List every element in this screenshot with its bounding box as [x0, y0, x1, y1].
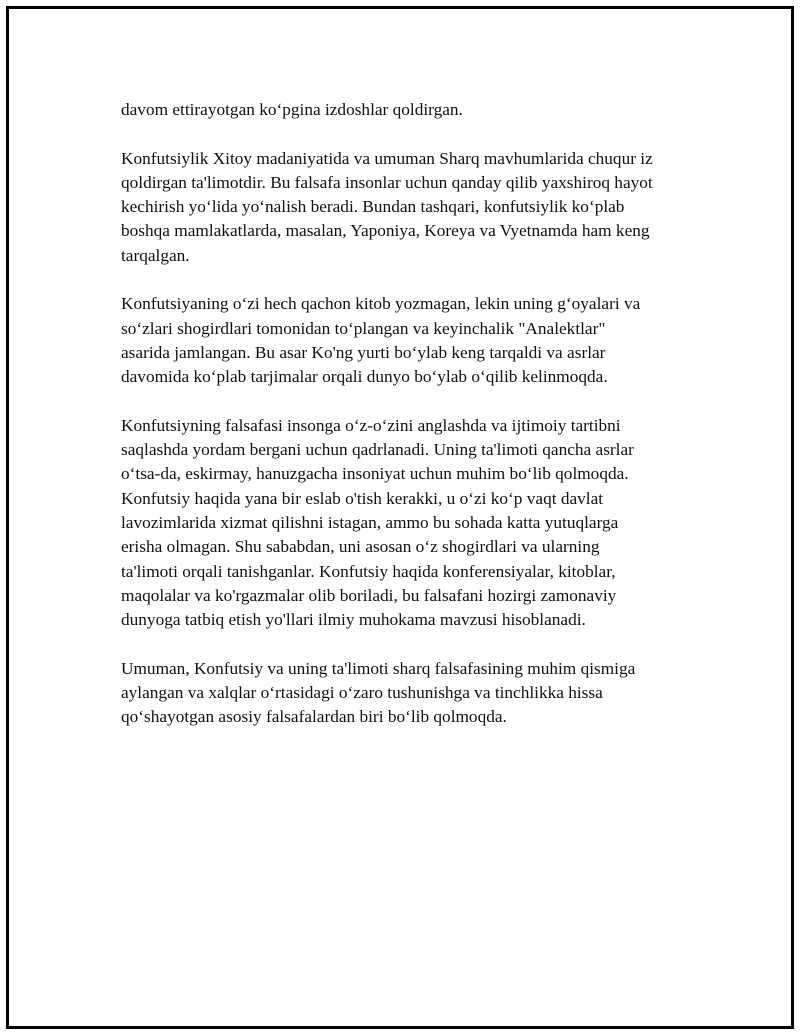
document-body: [121, 98, 701, 754]
paragraph-analects: Konfutsiyaning oʻzi hech qachon kitob yozmagan, lekin uning gʻoyalari va soʻzlari shogirdlari tomonidan toʻplangan va keyinchalik "Analektlar" asarida jamlangan. Bu asar Ko'ng yurti boʻylab keng tarqaldi va asrlar davomida koʻplab tarjimalar orqali dunyo boʻylab oʻqilib kelinmoqda.: [121, 294, 641, 387]
paragraph-continuation: davom ettirayotgan koʻpgina izdoshlar qoldirgan.: [121, 100, 463, 119]
paragraph-philosophy-value: Konfutsiyning falsafasi insonga oʻz-oʻzini anglashda va ijtimoiy tartibni saqlashda yordam bergani uchun qadrlanadi. Uning ta'limoti qancha asrlar oʻtsa-da, eskirmay, hanuzgacha insoniyat uchun muhim boʻlib qolmoqda. Konfutsiy haqida yana bir eslab o'tish kerakki, u oʻzi koʻp vaqt davlat lavozimlarida xizmat qilishni istagan, ammo bu sohada katta yutuqlarga erisha olmagan. Shu sababdan, uni asosan oʻz shogirdlari va ularning ta'limoti orqali tanishganlar. Konfutsiy haqida konferensiyalar, kitoblar, maqolalar va ko'rgazmalar olib boriladi, bu falsafani hozirgi zamonaviy dunyoga tatbiq etish yo'llari ilmiy muhokama mavzusi hisoblanadi.: [121, 415, 634, 630]
paragraph-conclusion: Umuman, Konfutsiy va uning ta'limoti sharq falsafasining muhim qismiga aylangan va xalqlar oʻrtasidagi oʻzaro tushunishga va tinchlikka hissa qoʻshayotgan asosiy falsafalardan biri boʻlib qolmoqda.: [121, 658, 636, 727]
document-page: [6, 6, 794, 1029]
paragraph-confucianism-influence: Konfutsiylik Xitoy madaniyatida va umuman Sharq mavhumlarida chuqur iz qoldirgan ta'limotdir. Bu falsafa insonlar uchun qanday qilib yaxshiroq hayot kechirish yoʻlida yoʻnalish beradi. Bundan tashqari, konfutsiylik koʻplab boshqa mamlakatlarda, masalan, Yaponiya, Koreya va Vyetnamda ham keng tarqalgan.: [121, 148, 653, 265]
